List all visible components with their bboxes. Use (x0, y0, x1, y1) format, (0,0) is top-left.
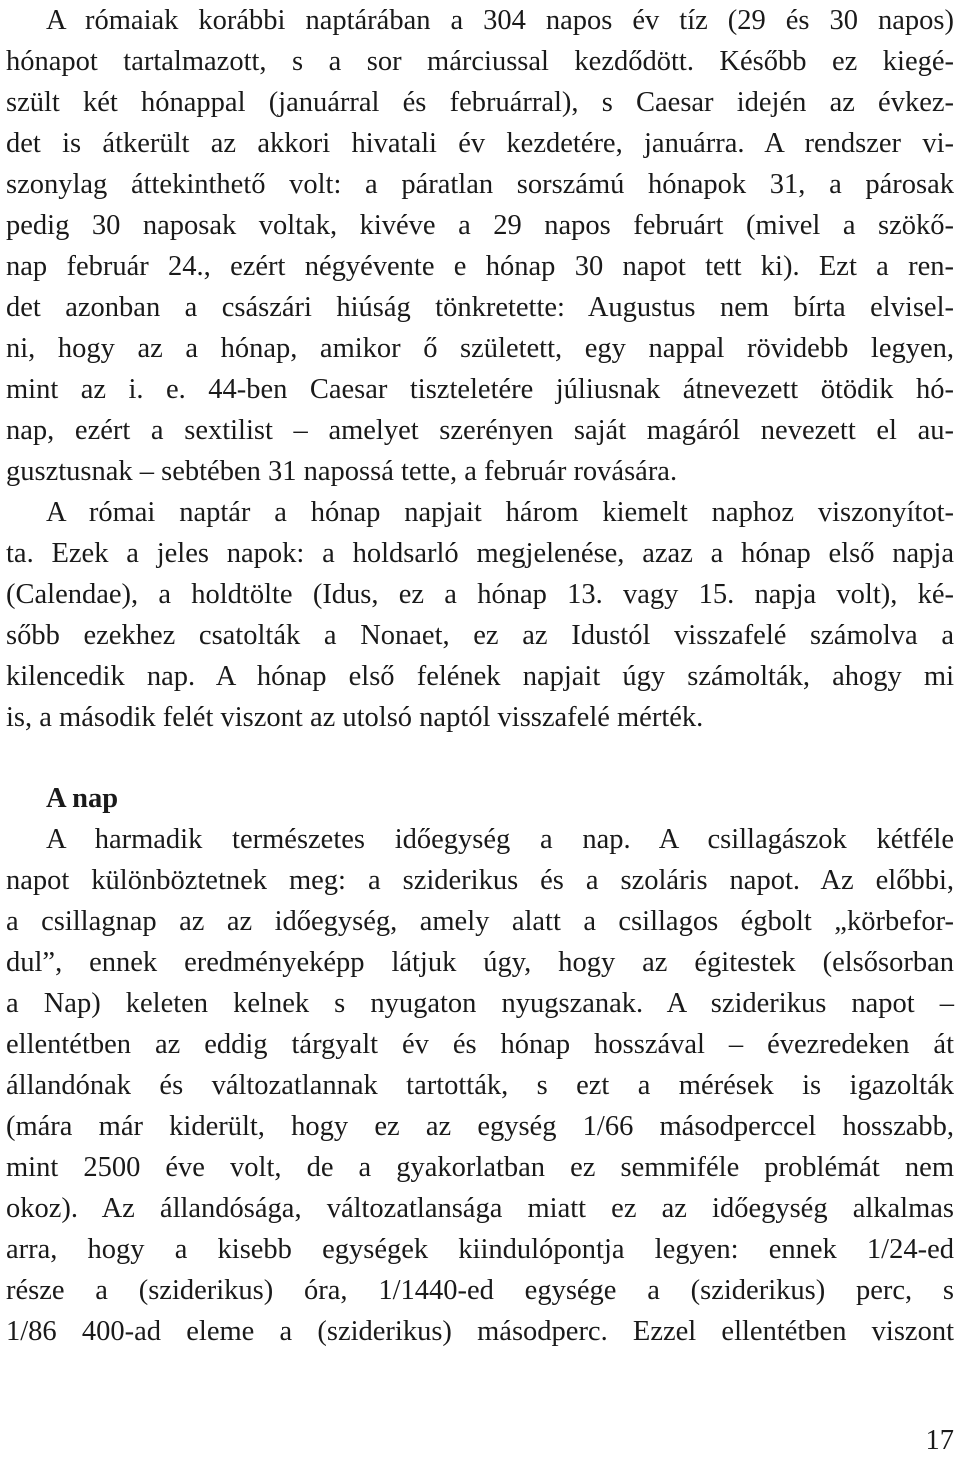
text-line: (mára már kiderült, hogy ez az egység 1/66 másodperccel hosszabb, (6, 1111, 954, 1142)
text-line: ellentétben az eddig tárgyalt év és hónap hosszával – évezredeken át (6, 1029, 954, 1060)
text-line: a Nap) keleten kelnek s nyugaton nyugszanak. A sziderikus napot – (6, 988, 954, 1019)
text-line: pedig 30 naposak voltak, kivéve a 29 napos februárt (mivel a szökő- (6, 210, 954, 241)
text-line: A római naptár a hónap napjait három kiemelt naphoz viszonyítot- (46, 497, 954, 528)
text-line: dul”, ennek eredményeképp látjuk úgy, hogy az égitestek (elsősorban (6, 947, 954, 978)
text-line: det is átkerült az akkori hivatali év kezdetére, januárra. A rendszer vi- (6, 128, 954, 159)
text-line: sőbb ezekhez csatolták a Nonaet, ez az Idustól visszafelé számolva a (6, 620, 954, 651)
text-line: mint 2500 éve volt, de a gyakorlatban ez semmiféle problémát nem (6, 1152, 954, 1183)
text-line: ta. Ezek a jeles napok: a holdsarló megjelenése, azaz a hónap első napja (6, 538, 954, 569)
text-line: kilencedik nap. A hónap első felének napjait úgy számolták, ahogy mi (6, 661, 954, 692)
section-heading: A nap (46, 783, 119, 814)
text-line: ni, hogy az a hónap, amikor ő született, egy nappal rövidebb legyen, (6, 333, 954, 364)
page-number: 17 (925, 1425, 954, 1456)
text-line: napot különböztetnek meg: a sziderikus és a szoláris napot. Az előbbi, (6, 865, 954, 896)
text-line: szonylag áttekinthető volt: a páratlan sorszámú hónapok 31, a párosak (6, 169, 954, 200)
text-line: A rómaiak korábbi naptárában a 304 napos év tíz (29 és 30 napos) (46, 5, 954, 36)
text-line: okoz). Az állandósága, változatlansága miatt ez az időegység alkalmas (6, 1193, 954, 1224)
text-line: arra, hogy a kisebb egységek kiindulópontja legyen: ennek 1/24-ed (6, 1234, 954, 1265)
text-line: mint az i. e. 44-ben Caesar tiszteletére júliusnak átnevezett ötödik hó- (6, 374, 954, 405)
text-line: A harmadik természetes időegység a nap. A csillagászok kétféle (46, 824, 954, 855)
text-line: 1/86 400-ad eleme a (sziderikus) másodperc. Ezzel ellentétben viszont (6, 1316, 954, 1347)
text-line: nap február 24., ezért négyévente e hónap 30 napot tett ki). Ezt a ren- (6, 251, 954, 282)
text-line: szült két hónappal (januárral és februárral), s Caesar idején az évkez- (6, 87, 954, 118)
text-line: det azonban a császári hiúság tönkretette: Augustus nem bírta elvisel- (6, 292, 954, 323)
text-line: hónapot tartalmazott, s a sor márciussal kezdődött. Később ez kiegé- (6, 46, 954, 77)
text-line: állandónak és változatlannak tartották, s ezt a mérések is igazolták (6, 1070, 954, 1101)
text-line: gusztusnak – sebtében 31 napossá tette, a február rovására. (6, 456, 678, 487)
text-line: a csillagnap az az időegység, amely alatt a csillagos égbolt „körbefor- (6, 906, 954, 937)
text-line: nap, ezért a sextilist – amelyet szerényen saját magáról nevezett el au- (6, 415, 954, 446)
text-line: része a (sziderikus) óra, 1/1440-ed egysége a (sziderikus) perc, s (6, 1275, 954, 1306)
text-line: (Calendae), a holdtölte (Idus, ez a hónap 13. vagy 15. napja volt), ké- (6, 579, 954, 610)
text-line: is, a második felét viszont az utolsó naptól visszafelé mérték. (6, 702, 704, 733)
